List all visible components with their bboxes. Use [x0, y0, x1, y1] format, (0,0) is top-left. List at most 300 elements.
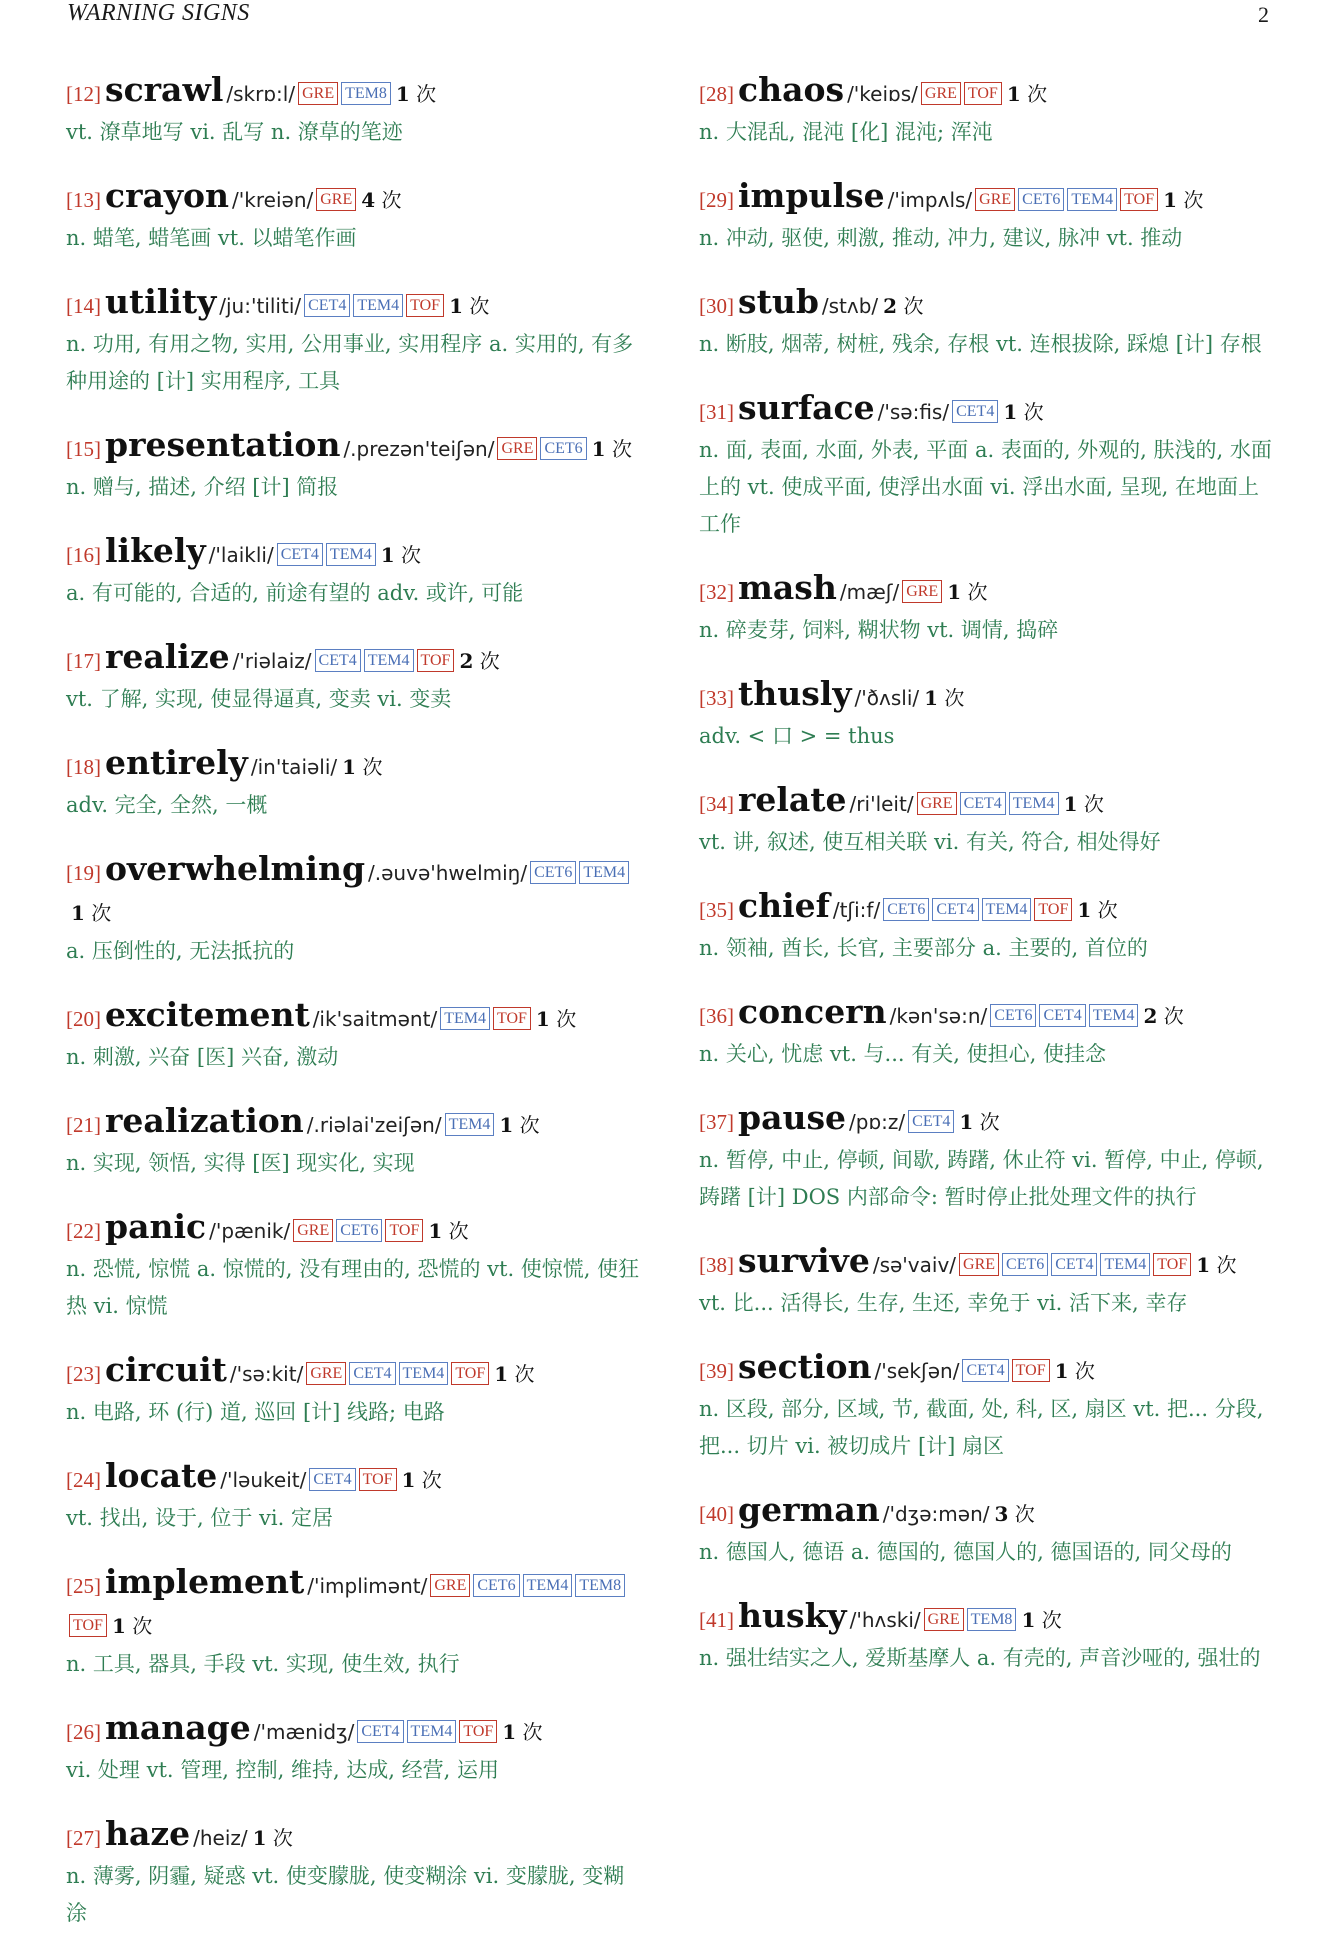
vocab-entry — [66, 1207, 641, 1325]
pronunciation: /'implimənt/ — [307, 1574, 428, 1598]
count-unit: 次 — [91, 901, 112, 925]
exam-tag-cet4: CET4 — [349, 1362, 395, 1385]
exam-tag-tem4: TEM4 — [326, 543, 376, 566]
headword-line — [699, 886, 1274, 930]
headword-line — [66, 1814, 641, 1858]
exam-tag-tem4: TEM4 — [445, 1113, 495, 1136]
exam-tag-tem4: TEM4 — [1067, 188, 1117, 211]
exam-tag-cet4: CET4 — [932, 898, 978, 921]
entry-number: [20] — [66, 1007, 101, 1031]
pronunciation: /'sekʃən/ — [874, 1359, 960, 1383]
count-unit: 次 — [1083, 792, 1104, 816]
definition: n. 德国人, 德语 a. 德国的, 德国人的, 德国语的, 同父母的 — [699, 1540, 1232, 1564]
count-unit: 次 — [979, 1110, 1000, 1134]
vocab-entry — [66, 849, 641, 970]
pronunciation: /.prezən'teiʃən/ — [343, 437, 495, 461]
entry-number: [34] — [699, 792, 734, 816]
headword-line — [66, 425, 641, 469]
headword-line — [66, 531, 641, 575]
occurrence-count — [1163, 188, 1203, 212]
definition: a. 压倒性的, 无法抵抗的 — [66, 939, 295, 963]
exam-tag-cet6: CET6 — [530, 861, 576, 884]
headword: presentation — [105, 425, 341, 464]
exam-tag-cet4: CET4 — [952, 400, 998, 423]
occurrence-count — [1196, 1253, 1236, 1277]
count-number: 1 — [1021, 1608, 1036, 1632]
entry-number: [23] — [66, 1362, 101, 1386]
count-unit: 次 — [556, 1007, 577, 1031]
headword-line — [699, 1490, 1274, 1534]
occurrence-count — [253, 1826, 293, 1850]
headword: panic — [105, 1207, 207, 1246]
headword-line — [66, 1708, 641, 1752]
count-number: 1 — [449, 294, 463, 318]
count-unit: 次 — [1027, 82, 1048, 106]
occurrence-count — [1003, 400, 1043, 424]
definition: vt. 了解, 实现, 使显得逼真, 变卖 vi. 变卖 — [66, 687, 452, 711]
occurrence-count — [342, 755, 382, 779]
definition: n. 强壮结实之人, 爱斯基摩人 a. 有壳的, 声音沙哑的, 强壮的 — [699, 1646, 1261, 1670]
pronunciation: /sə'vaiv/ — [872, 1253, 957, 1277]
headword: scrawl — [105, 70, 224, 109]
vocab-entry — [699, 1596, 1274, 1677]
exam-tag-tem4: TEM4 — [1009, 792, 1059, 815]
count-unit: 次 — [944, 686, 965, 710]
exam-tag-tof: TOF — [359, 1468, 397, 1491]
count-unit: 次 — [1074, 1359, 1095, 1383]
exam-tag-tof: TOF — [459, 1720, 497, 1743]
headword-line — [66, 1350, 641, 1394]
headword: circuit — [105, 1350, 227, 1389]
exam-tag-cet6: CET6 — [336, 1219, 382, 1242]
headword: chaos — [738, 70, 845, 109]
count-number: 1 — [380, 543, 395, 567]
vocab-entry — [699, 1347, 1274, 1465]
count-number: 1 — [591, 437, 606, 461]
vocab-entry — [699, 780, 1274, 861]
occurrence-count — [361, 188, 401, 212]
count-number: 1 — [428, 1219, 443, 1243]
occurrence-count — [449, 294, 489, 318]
page-number: 2 — [1258, 2, 1269, 27]
count-unit: 次 — [1023, 400, 1044, 424]
definition: n. 面, 表面, 水面, 外表, 平面 a. 表面的, 外观的, 肤浅的, 水面上的 vt. 使成平面, 使浮出水面 vi. 浮出水面, 呈现, 在地面上工作 — [699, 438, 1272, 536]
count-number: 1 — [1196, 1253, 1211, 1277]
occurrence-count — [428, 1219, 468, 1243]
count-number: 1 — [1063, 792, 1078, 816]
exam-tag-cet6: CET6 — [1018, 188, 1064, 211]
vocab-entry — [66, 995, 641, 1076]
definition: adv. 完全, 全然, 一概 — [66, 793, 268, 817]
headword-line — [66, 849, 641, 933]
entry-number: [32] — [699, 580, 734, 604]
exam-tag-tem4: TEM4 — [1089, 1004, 1139, 1027]
exam-tag-tof: TOF — [1153, 1253, 1191, 1276]
vocab-entry — [699, 282, 1274, 363]
vocab-entry — [66, 743, 641, 824]
count-unit: 次 — [400, 543, 421, 567]
pronunciation: /ri'leit/ — [849, 792, 914, 816]
occurrence-count — [592, 437, 632, 461]
exam-tag-gre: GRE — [298, 82, 338, 105]
vocab-entry — [66, 531, 641, 612]
definition: n. 领袖, 酋长, 长官, 主要部分 a. 主要的, 首位的 — [699, 936, 1148, 960]
headword: locate — [105, 1456, 218, 1495]
definition: n. 赠与, 描述, 介绍 [计] 简报 — [66, 475, 339, 499]
exam-tag-tem4: TEM4 — [399, 1362, 449, 1385]
exam-tag-tof: TOF — [1120, 188, 1158, 211]
exam-tag-tem4: TEM4 — [523, 1574, 573, 1597]
entry-number: [38] — [699, 1253, 734, 1277]
headword: stub — [738, 282, 819, 321]
exam-tag-tem4: TEM4 — [982, 898, 1032, 921]
pronunciation: /'dʒə:mən/ — [882, 1502, 990, 1526]
headword: concern — [738, 992, 887, 1031]
entry-number: [35] — [699, 898, 734, 922]
count-number: 1 — [111, 1614, 126, 1638]
headword-line — [66, 637, 641, 681]
count-number: 3 — [994, 1502, 1009, 1526]
count-number: 1 — [535, 1007, 550, 1031]
count-number: 1 — [499, 1113, 514, 1137]
exam-tag-tof: TOF — [493, 1007, 531, 1030]
count-number: 4 — [361, 188, 376, 212]
vocab-entry — [699, 1098, 1274, 1216]
occurrence-count — [947, 580, 987, 604]
exam-tag-tem8: TEM8 — [967, 1608, 1017, 1631]
headword: manage — [105, 1708, 251, 1747]
headword-line — [699, 282, 1274, 326]
count-number: 1 — [502, 1720, 517, 1744]
exam-tag-gre: GRE — [497, 437, 537, 460]
vocab-entry — [66, 1708, 641, 1789]
pronunciation: /.əuvə'hwelmiŋ/ — [368, 861, 528, 885]
headword: surface — [738, 388, 875, 427]
pronunciation: /'sə:kit/ — [229, 1362, 304, 1386]
vocab-entry — [699, 1490, 1274, 1571]
occurrence-count — [494, 1362, 534, 1386]
exam-tag-gre: GRE — [293, 1219, 333, 1242]
definition: n. 工具, 器具, 手段 vt. 实现, 使生效, 执行 — [66, 1652, 460, 1676]
occurrence-count — [71, 901, 111, 925]
definition: n. 实现, 领悟, 实得 [医] 现实化, 实现 — [66, 1151, 415, 1175]
vocab-entry — [699, 674, 1274, 755]
exam-tag-cet4: CET4 — [960, 792, 1006, 815]
count-number: 1 — [947, 580, 962, 604]
vocab-entry — [66, 1562, 641, 1683]
vocab-entry — [66, 1814, 641, 1932]
pronunciation: /.riəlai'zeiʃən/ — [306, 1113, 442, 1137]
right-column — [699, 70, 1274, 1702]
exam-tag-gre: GRE — [430, 1574, 470, 1597]
definition: n. 蜡笔, 蜡笔画 vt. 以蜡笔作画 — [66, 226, 357, 250]
exam-tag-tem4: TEM4 — [440, 1007, 490, 1030]
headword: section — [738, 1347, 872, 1386]
exam-tag-tem4: TEM4 — [364, 649, 414, 672]
occurrence-count — [396, 82, 436, 106]
exam-tag-cet4: CET4 — [277, 543, 323, 566]
headword-line — [66, 1456, 641, 1500]
headword-line — [66, 743, 641, 787]
occurrence-count — [459, 649, 499, 673]
count-number: 1 — [395, 82, 410, 106]
headword: relate — [738, 780, 847, 819]
exam-tag-tof: TOF — [385, 1219, 423, 1242]
entry-number: [27] — [66, 1826, 101, 1850]
pronunciation: /in'taiəli/ — [250, 755, 338, 779]
exam-tag-cet4: CET4 — [908, 1110, 954, 1133]
entry-number: [30] — [699, 294, 734, 318]
count-number: 1 — [959, 1110, 974, 1134]
entry-number: [37] — [699, 1110, 734, 1134]
vocab-entry — [66, 176, 641, 257]
vocab-entry — [66, 425, 641, 506]
pronunciation: /heiz/ — [193, 1826, 248, 1850]
exam-tag-cet4: CET4 — [1039, 1004, 1085, 1027]
count-unit: 次 — [1041, 1608, 1062, 1632]
exam-tag-gre: GRE — [902, 580, 942, 603]
vocab-entry — [66, 637, 641, 718]
exam-tag-cet4: CET4 — [309, 1468, 355, 1491]
count-unit: 次 — [903, 294, 924, 318]
occurrence-count — [502, 1720, 542, 1744]
pronunciation: /'kreiən/ — [232, 188, 314, 212]
pronunciation: /'mænidʒ/ — [253, 1720, 355, 1744]
pronunciation: /'laikli/ — [208, 543, 274, 567]
definition: n. 冲动, 驱使, 刺激, 推动, 冲力, 建议, 脉冲 vt. 推动 — [699, 226, 1183, 250]
vocab-entry — [66, 282, 641, 400]
occurrence-count — [1055, 1359, 1095, 1383]
exam-tag-cet6: CET6 — [540, 437, 586, 460]
count-number: 1 — [494, 1362, 509, 1386]
vocab-entry — [699, 992, 1274, 1073]
entry-number: [16] — [66, 543, 101, 567]
count-number: 1 — [1054, 1359, 1069, 1383]
entry-number: [26] — [66, 1720, 101, 1744]
headword: chief — [738, 886, 830, 925]
occurrence-count — [1064, 792, 1104, 816]
pronunciation: /'ðʌsli/ — [854, 686, 920, 710]
entry-number: [14] — [66, 294, 101, 318]
exam-tag-gre: GRE — [975, 188, 1015, 211]
exam-tag-cet6: CET6 — [1002, 1253, 1048, 1276]
definition: vt. 潦草地写 vi. 乱写 n. 潦草的笔迹 — [66, 120, 403, 144]
count-unit: 次 — [514, 1362, 535, 1386]
headword: crayon — [105, 176, 230, 215]
running-header-title: WARNING SIGNS — [67, 0, 250, 26]
pronunciation: /'keiɒs/ — [847, 82, 918, 106]
pronunciation: /mæʃ/ — [839, 580, 900, 604]
exam-tag-tof: TOF — [451, 1362, 489, 1385]
count-unit: 次 — [1014, 1502, 1035, 1526]
exam-tag-gre: GRE — [921, 82, 961, 105]
occurrence-count — [1021, 1608, 1061, 1632]
pronunciation: /'pænik/ — [209, 1219, 291, 1243]
count-unit: 次 — [479, 649, 500, 673]
occurrence-count — [112, 1614, 152, 1638]
entry-number: [13] — [66, 188, 101, 212]
headword: excitement — [105, 995, 310, 1034]
headword-line — [66, 1207, 641, 1251]
count-unit: 次 — [519, 1113, 540, 1137]
count-unit: 次 — [421, 1468, 442, 1492]
exam-tag-cet4: CET4 — [962, 1359, 1008, 1382]
headword-line — [699, 176, 1274, 220]
definition: n. 刺激, 兴奋 [医] 兴奋, 激动 — [66, 1045, 339, 1069]
headword: realize — [105, 637, 230, 676]
exam-tag-tem4: TEM4 — [1100, 1253, 1150, 1276]
exam-tag-cet6: CET6 — [883, 898, 929, 921]
headword: overwhelming — [105, 849, 366, 888]
pronunciation: /tʃi:f/ — [832, 898, 881, 922]
definition: vt. 讲, 叙述, 使互相关联 vi. 有关, 符合, 相处得好 — [699, 830, 1161, 854]
definition: n. 电路, 环 (行) 道, 巡回 [计] 线路; 电路 — [66, 1400, 445, 1424]
vocab-entry — [66, 1350, 641, 1431]
vocab-entry — [66, 70, 641, 151]
occurrence-count — [536, 1007, 576, 1031]
count-unit: 次 — [1097, 898, 1118, 922]
exam-tag-tem4: TEM4 — [353, 294, 403, 317]
exam-tag-tof: TOF — [1034, 898, 1072, 921]
entry-number: [25] — [66, 1574, 101, 1598]
entry-number: [19] — [66, 861, 101, 885]
vocab-entry — [699, 1241, 1274, 1322]
vocab-entry — [699, 568, 1274, 649]
headword: husky — [738, 1596, 847, 1635]
headword-line — [699, 1098, 1274, 1142]
count-unit: 次 — [448, 1219, 469, 1243]
headword-line — [699, 568, 1274, 612]
headword-line — [699, 674, 1274, 718]
entry-number: [17] — [66, 649, 101, 673]
occurrence-count — [381, 543, 421, 567]
count-number: 1 — [1077, 898, 1092, 922]
definition: a. 有可能的, 合适的, 前途有望的 adv. 或许, 可能 — [66, 581, 524, 605]
exam-tag-tof: TOF — [964, 82, 1002, 105]
definition: n. 大混乱, 混沌 [化] 混沌; 浑沌 — [699, 120, 993, 144]
count-unit: 次 — [469, 294, 490, 318]
entry-number: [18] — [66, 755, 101, 779]
headword-line — [66, 995, 641, 1039]
headword: pause — [738, 1098, 847, 1137]
count-unit: 次 — [1183, 188, 1204, 212]
count-unit: 次 — [132, 1614, 153, 1638]
occurrence-count — [1143, 1004, 1183, 1028]
exam-tag-gre: GRE — [316, 188, 356, 211]
headword-line — [699, 388, 1274, 432]
occurrence-count — [402, 1468, 442, 1492]
exam-tag-gre: GRE — [924, 1608, 964, 1631]
pronunciation: /kən'sə:n/ — [889, 1004, 988, 1028]
vocab-entry — [66, 1101, 641, 1182]
occurrence-count — [1007, 82, 1047, 106]
headword-line — [66, 282, 641, 326]
definition: vt. 找出, 设于, 位于 vi. 定居 — [66, 1506, 333, 1530]
count-number: 1 — [1003, 400, 1018, 424]
headword-line — [699, 780, 1274, 824]
pronunciation: /skrɒ:l/ — [226, 82, 296, 106]
count-number: 2 — [883, 294, 898, 318]
exam-tag-tof: TOF — [417, 649, 455, 672]
headword: realization — [105, 1101, 304, 1140]
entry-number: [33] — [699, 686, 734, 710]
headword-line — [699, 992, 1274, 1036]
entry-number: [22] — [66, 1219, 101, 1243]
headword-line — [66, 176, 641, 220]
exam-tag-gre: GRE — [917, 792, 957, 815]
pronunciation: /ju:'tiliti/ — [219, 294, 302, 318]
headword: haze — [105, 1814, 191, 1853]
occurrence-count — [994, 1502, 1034, 1526]
entry-number: [24] — [66, 1468, 101, 1492]
entry-number: [21] — [66, 1113, 101, 1137]
exam-tag-gre: GRE — [959, 1253, 999, 1276]
occurrence-count — [959, 1110, 999, 1134]
left-column — [66, 70, 641, 1957]
definition: n. 薄雾, 阴霾, 疑惑 vt. 使变朦胧, 使变糊涂 vi. 变朦胧, 变糊涂 — [66, 1864, 625, 1925]
headword: likely — [105, 531, 206, 570]
headword: impulse — [738, 176, 885, 215]
exam-tag-tem4: TEM4 — [579, 861, 629, 884]
pronunciation: /ik'saitmənt/ — [312, 1007, 438, 1031]
definition: vi. 处理 vt. 管理, 控制, 维持, 达成, 经营, 运用 — [66, 1758, 500, 1782]
vocab-entry — [699, 388, 1274, 543]
headword: implement — [105, 1562, 305, 1601]
exam-tag-cet4: CET4 — [304, 294, 350, 317]
count-number: 1 — [252, 1826, 267, 1850]
headword: german — [738, 1490, 880, 1529]
entry-number: [15] — [66, 437, 101, 461]
exam-tag-cet4: CET4 — [1051, 1253, 1097, 1276]
count-unit: 次 — [967, 580, 988, 604]
headword-line — [699, 70, 1274, 114]
definition: vt. 比... 活得长, 生存, 生还, 幸免于 vi. 活下来, 幸存 — [699, 1291, 1188, 1315]
definition: n. 功用, 有用之物, 实用, 公用事业, 实用程序 a. 实用的, 有多种用途的 [计] 实用程序, 工具 — [66, 332, 634, 393]
exam-tag-gre: GRE — [306, 1362, 346, 1385]
pronunciation: /'riəlaiz/ — [232, 649, 312, 673]
headword-line — [66, 1562, 641, 1646]
entry-number: [12] — [66, 82, 101, 106]
pronunciation: /'impʌls/ — [887, 188, 973, 212]
count-number: 1 — [71, 901, 85, 925]
exam-tag-tem8: TEM8 — [575, 1574, 625, 1597]
exam-tag-tof: TOF — [406, 294, 444, 317]
count-unit: 次 — [1216, 1253, 1237, 1277]
count-unit: 次 — [611, 437, 632, 461]
headword-line — [699, 1241, 1274, 1285]
definition: n. 区段, 部分, 区域, 节, 截面, 处, 科, 区, 扇区 vt. 把... 分段, 把... 切片 vi. 被切成片 [计] 扇区 — [699, 1397, 1264, 1458]
pronunciation: /'ləukeit/ — [220, 1468, 307, 1492]
headword-line — [699, 1596, 1274, 1640]
exam-tag-cet4: CET4 — [315, 649, 361, 672]
exam-tag-tof: TOF — [1012, 1359, 1050, 1382]
vocab-entry — [699, 886, 1274, 967]
headword: mash — [738, 568, 837, 607]
count-number: 2 — [459, 649, 474, 673]
count-unit: 次 — [1163, 1004, 1184, 1028]
entry-number: [28] — [699, 82, 734, 106]
exam-tag-cet4: CET4 — [357, 1720, 403, 1743]
entry-number: [41] — [699, 1608, 734, 1632]
count-number: 1 — [1006, 82, 1021, 106]
occurrence-count — [1077, 898, 1117, 922]
definition: n. 暂停, 中止, 停顿, 间歇, 踌躇, 休止符 vi. 暂停, 中止, 停顿, 踌躇 [计] DOS 内部命令: 暂时停止批处理文件的执行 — [699, 1148, 1264, 1209]
vocab-entry — [699, 176, 1274, 257]
count-unit: 次 — [272, 1826, 293, 1850]
definition: n. 关心, 忧虑 vt. 与... 有关, 使担心, 使挂念 — [699, 1042, 1106, 1066]
count-unit: 次 — [416, 82, 437, 106]
count-number: 1 — [924, 686, 939, 710]
